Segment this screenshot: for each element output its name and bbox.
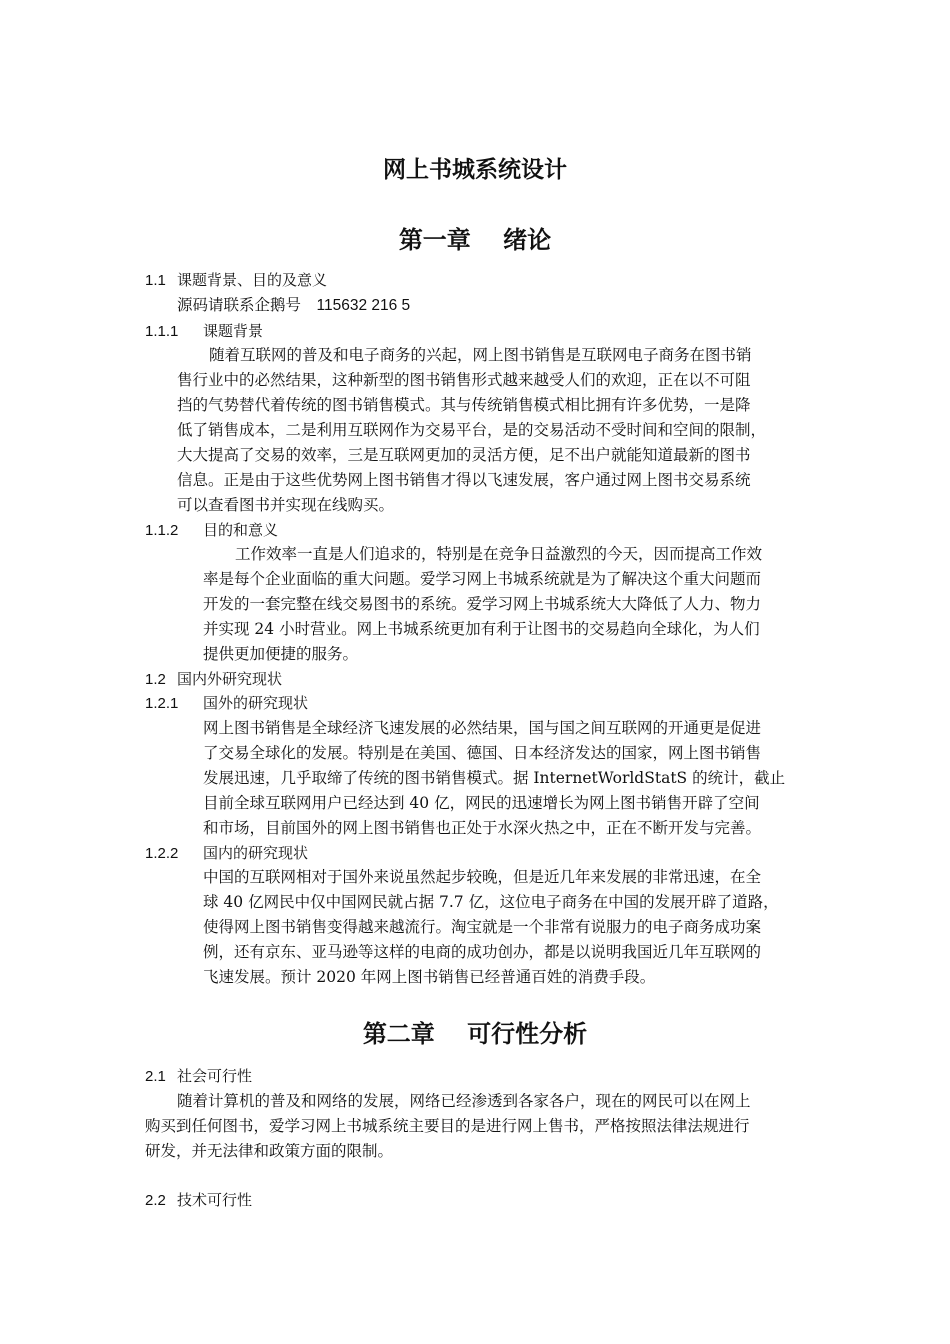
section-number: 1.2.2 xyxy=(145,845,179,862)
paragraph-line: 目前全球互联网用户已经达到 40 亿，网民的迅速增长为网上图书销售开辟了空间 xyxy=(203,794,760,812)
section-number: 2.1 xyxy=(145,1068,166,1085)
chapter-2-title: 第二章 可行性分析 xyxy=(362,1019,588,1048)
paragraph-line: 开发的一套完整在线交易图书的系统。爱学习网上书城系统大大降低了人力、物力 xyxy=(203,595,762,613)
paragraph-1-1-2 xyxy=(203,542,762,667)
paragraph-line: 大大提高了交易的效率，三是互联网更加的灵活方便，足不出户就能知道最新的图书 xyxy=(177,446,751,464)
paragraph-line: 率是每个企业面临的重大问题。爱学习网上书城系统就是为了解决这个重大问题而 xyxy=(203,570,762,588)
paragraph-line: 例，还有京东、亚马逊等这样的电商的成功创办，都是以说明我国近几年互联网的 xyxy=(203,943,762,961)
paragraph-line: 并实现 24 小时营业。网上书城系统更加有利于让图书的交易趋向全球化，为人们 xyxy=(203,620,760,638)
paragraph-line: 售行业中的必然结果，这种新型的图书销售形式越来越受人们的欢迎，正在以不可阻 xyxy=(177,371,751,389)
paragraph-line: 随着计算机的普及和网络的发展，网络已经渗透到各家各户，现在的网民可以在网上 xyxy=(177,1092,751,1110)
section-number: 1.1 xyxy=(145,272,166,289)
section-number: 1.2.1 xyxy=(145,695,179,712)
section-label: 社会可行性 xyxy=(177,1067,253,1085)
section-2-2-heading xyxy=(145,1187,252,1214)
paragraph-line: 飞速发展。预计 2020 年网上图书销售已经普通百姓的消费手段。 xyxy=(203,968,656,986)
section-1-2-heading xyxy=(145,666,282,693)
paragraph-line: 提供更加便捷的服务。 xyxy=(203,645,359,663)
paragraph-line: 中国的互联网相对于国外来说虽然起步较晚，但是近几年来发展的非常迅速，在全 xyxy=(203,868,762,886)
section-label: 目的和意义 xyxy=(203,521,279,539)
section-1-2-2-heading xyxy=(145,840,308,867)
paragraph-line: 发展迅速，几乎取缔了传统的图书销售模式。据 InternetWorldStatS 的统计，截止 xyxy=(203,769,786,787)
paragraph-line: 研发，并无法律和政策方面的限制。 xyxy=(145,1142,394,1160)
paragraph-line: 使得网上图书销售变得越来越流行。淘宝就是一个非常有说服力的电子商务成功案 xyxy=(203,918,762,936)
section-number: 1.1.1 xyxy=(145,323,179,340)
paragraph-2-1 xyxy=(145,1089,751,1164)
section-2-1-heading xyxy=(145,1063,252,1090)
section-1-1-1-heading xyxy=(145,318,263,345)
section-label: 国内外研究现状 xyxy=(177,670,283,688)
section-label: 国内的研究现状 xyxy=(203,844,309,862)
paragraph-1-2-2 xyxy=(203,865,779,990)
paragraph-line: 工作效率一直是人们追求的，特别是在竞争日益激烈的今天，因而提高工作效 xyxy=(235,545,763,563)
section-number: 2.2 xyxy=(145,1192,166,1209)
section-label: 技术可行性 xyxy=(177,1191,253,1209)
section-label: 课题背景 xyxy=(203,322,264,340)
paragraph-line: 和市场，目前国外的网上图书销售也正处于水深火热之中，正在不断开发与完善。 xyxy=(203,819,762,837)
section-1-2-1-heading xyxy=(145,690,308,717)
paragraph-line: 了交易全球化的发展。特别是在美国、德国、日本经济发达的国家，网上图书销售 xyxy=(203,744,762,762)
paragraph-line: 可以查看图书并实现在线购买。 xyxy=(177,496,395,514)
section-1-1-heading xyxy=(145,267,327,294)
paragraph-line: 挡的气势替代着传统的图书销售模式。其与传统销售模式相比拥有许多优势，一是降 xyxy=(177,396,751,414)
source-note-text: 源码请联系企鹅号 115632 216 5 xyxy=(177,297,411,314)
document-title: 网上书城系统设计 xyxy=(383,156,567,183)
source-note xyxy=(177,293,410,318)
section-number: 1.1.2 xyxy=(145,522,179,539)
paragraph-line: 球 40 亿网民中仅中国网民就占据 7.7 亿，这位电子商务在中国的发展开辟了道路， xyxy=(203,893,779,911)
section-number: 1.2 xyxy=(145,671,166,688)
paragraph-line: 购买到任何图书，爱学习网上书城系统主要目的是进行网上售书，严格按照法律法规进行 xyxy=(145,1117,750,1135)
section-label: 国外的研究现状 xyxy=(203,694,309,712)
paragraph-1-2-1 xyxy=(203,716,785,841)
paragraph-line: 低了销售成本，二是利用互联网作为交易平台，是的交易活动不受时间和空间的限制， xyxy=(177,421,767,439)
paragraph-line: 信息。正是由于这些优势网上图书销售才得以飞速发展，客户通过网上图书交易系统 xyxy=(177,471,751,489)
chapter-1-title: 第一章 绪论 xyxy=(398,225,552,254)
section-label: 课题背景、目的及意义 xyxy=(177,271,328,289)
paragraph-line: 随着互联网的普及和电子商务的兴起，网上图书销售是互联网电子商务在图书销 xyxy=(209,346,752,364)
section-1-1-2-heading xyxy=(145,517,278,544)
paragraph-line: 网上图书销售是全球经济飞速发展的必然结果，国与国之间互联网的开通更是促进 xyxy=(203,719,762,737)
paragraph-1-1-1 xyxy=(177,343,766,518)
